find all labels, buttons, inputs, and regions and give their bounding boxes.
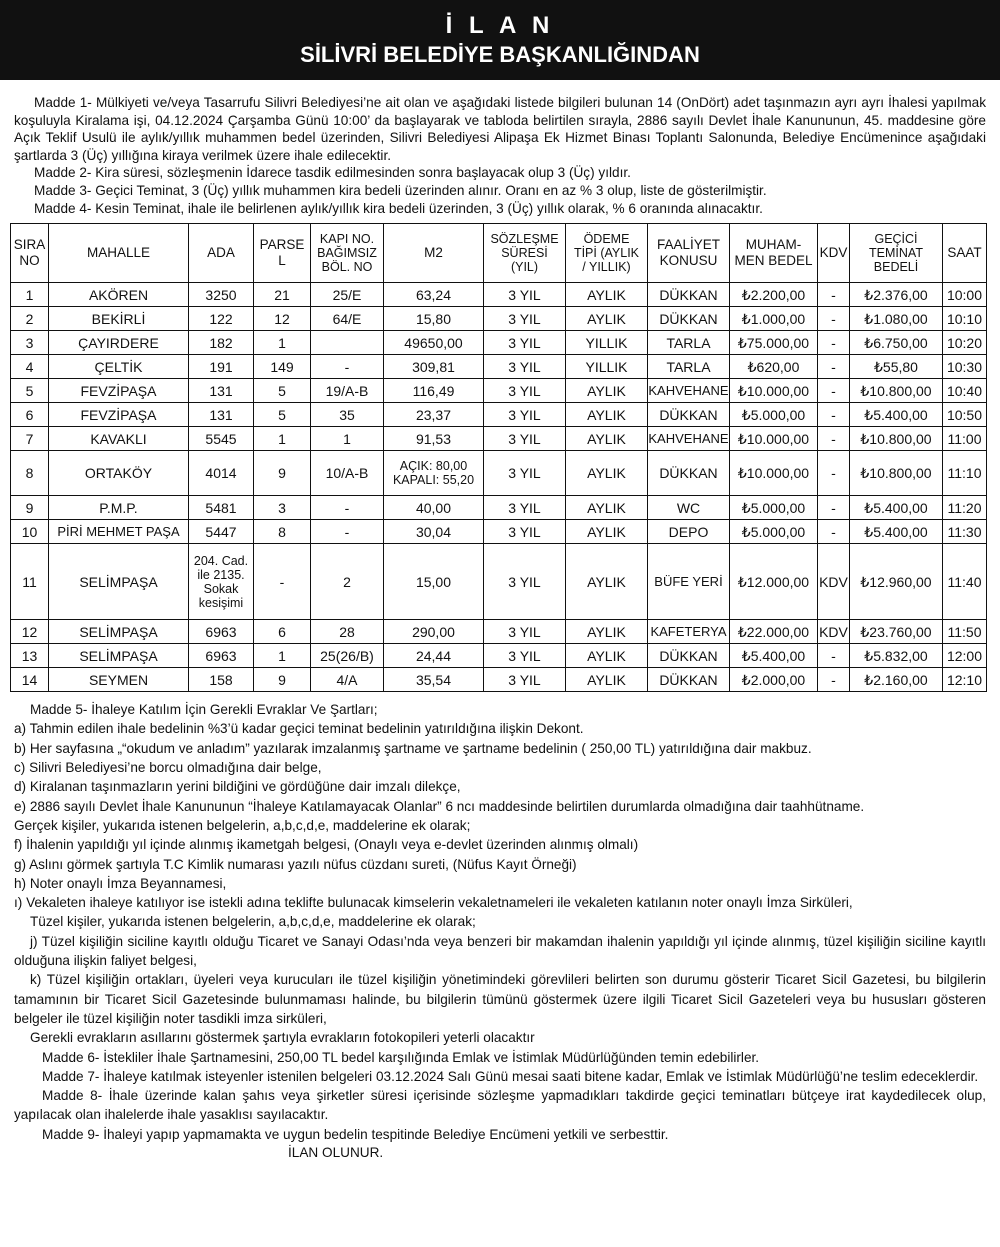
cell-bedel: ₺1.000,00 <box>730 307 818 331</box>
cell-ada: 131 <box>189 403 254 427</box>
header-odeme-line: ÖDEME <box>583 232 630 247</box>
cell-parsel: - <box>254 544 311 620</box>
cell-kdv: - <box>818 283 850 307</box>
table-row <box>11 307 987 331</box>
table-header-row <box>11 224 987 283</box>
cell-parsel: 1 <box>254 427 311 451</box>
cell-faaliyet: DÜKKAN <box>648 451 730 496</box>
cell-ada: 122 <box>189 307 254 331</box>
cell-kapi: 4/A <box>311 668 384 692</box>
cell-bedel: ₺10.000,00 <box>730 451 818 496</box>
cell-kdv: - <box>818 307 850 331</box>
cell-m2: 49650,00 <box>384 331 484 355</box>
cell-mahalle: ÇAYIRDERE <box>49 331 189 355</box>
cell-kdv: - <box>818 451 850 496</box>
header-mahalle-line: MAHALLE <box>86 245 151 261</box>
cell-saat: 10:50 <box>943 403 987 427</box>
cell-m2: 24,44 <box>384 644 484 668</box>
cell-odeme: AYLIK <box>566 427 648 451</box>
table-row <box>11 496 987 520</box>
cell-ada: 5545 <box>189 427 254 451</box>
cell-kdv: KDV <box>818 620 850 644</box>
article-1: Madde 1- Mülkiyeti ve/veya Tasarrufu Silivri Belediyesi’ne ait olan ve aşağıdaki listede bilgileri bulunan 14 (OnDört) adet taşınmazın ayrı ayrı İhalesi yapılmak koşuluyla Kiralama işi, 04.12.2024 Çarşamba Günü 10:00’ da başlayarak ve tabloda belirtilen sırayla, 2886 sayılı Devlet İhale Kanununun, 45. maddesine göre Açık Teklif Usulü ile aylık/yıllık muhammen bedel üzerinden, Silivri Belediyesi Alipaşa Ek Hizmet Binası Toplantı Salonunda, Belediye Encümenince aşağıdaki şartlarda 3 (Üç) yıllığına kiraya verilmek üzere ihale edilecektir. <box>14 95 986 163</box>
header-saat-line: SAAT <box>947 245 982 261</box>
header-teminat-line: GEÇİCİ <box>874 232 918 247</box>
header-parsel-line: PARSE <box>259 237 305 253</box>
cell-kapi: 28 <box>311 620 384 644</box>
table-row <box>11 544 987 620</box>
cell-kdv: - <box>818 668 850 692</box>
cell-saat: 11:20 <box>943 496 987 520</box>
header-bedel-line: MUHAM- <box>745 237 802 253</box>
header-faaliyet-line: KONUSU <box>659 253 718 269</box>
cell-kdv: KDV <box>818 544 850 620</box>
cell-sure: 3 YIL <box>484 307 566 331</box>
cell-no: 10 <box>11 520 49 544</box>
header-teminat <box>850 224 943 283</box>
cell-bedel: ₺12.000,00 <box>730 544 818 620</box>
header-faaliyet-line: FAALİYET <box>656 237 721 253</box>
cell-sure: 3 YIL <box>484 668 566 692</box>
rule-item: e) 2886 sayılı Devlet İhale Kanununun “İhaleye Katılamayacak Olanlar” 6 ncı maddesinde belirtilen durumlarda olmadığına dair taahhütname. <box>14 798 865 814</box>
cell-odeme: AYLIK <box>566 544 648 620</box>
cell-kdv: - <box>818 644 850 668</box>
cell-sure: 3 YIL <box>484 644 566 668</box>
cell-kapi: 10/A-B <box>311 451 384 496</box>
header-kapi <box>311 224 384 283</box>
cell-odeme: AYLIK <box>566 307 648 331</box>
cell-bedel: ₺5.400,00 <box>730 644 818 668</box>
rule-item: ı) Vekaleten ihaleye katılıyor ise istekli adına teklifte bulunacak kimselerin vekaletnameleri ile vekaleten katılanın noter onaylı İmza Sirküleri, <box>14 895 853 911</box>
cell-bedel: ₺5.000,00 <box>730 496 818 520</box>
cell-sure: 3 YIL <box>484 355 566 379</box>
cell-kdv: - <box>818 520 850 544</box>
header-saat <box>943 224 987 283</box>
cell-parsel: 9 <box>254 451 311 496</box>
cell-kapi: - <box>311 496 384 520</box>
cell-kapi: - <box>311 520 384 544</box>
cell-ada-line: 204. Cad. <box>193 553 249 568</box>
header-sure-line: (YIL) <box>510 260 539 275</box>
header-bedel <box>730 224 818 283</box>
cell-odeme: AYLIK <box>566 379 648 403</box>
cell-faaliyet: DEPO <box>648 520 730 544</box>
cell-sure: 3 YIL <box>484 544 566 620</box>
cell-teminat: ₺5.400,00 <box>850 403 943 427</box>
cell-teminat: ₺5.400,00 <box>850 496 943 520</box>
cell-odeme: YILLIK <box>566 331 648 355</box>
table-row <box>11 355 987 379</box>
cell-m2: 15,00 <box>384 544 484 620</box>
cell-teminat: ₺1.080,00 <box>850 307 943 331</box>
cell-faaliyet: DÜKKAN <box>648 644 730 668</box>
cell-m2: 30,04 <box>384 520 484 544</box>
cell-parsel: 3 <box>254 496 311 520</box>
header-kapi-line: KAPI NO. <box>319 232 375 247</box>
cell-sure: 3 YIL <box>484 427 566 451</box>
cell-odeme: AYLIK <box>566 403 648 427</box>
cell-teminat: ₺55,80 <box>850 355 943 379</box>
rule-item: f) İhalenin yapıldığı yıl içinde alınmış ikametgah belgesi, (Onaylı veya e-devlet üzerinden alınmış olmalı) <box>14 837 639 853</box>
cell-kdv: - <box>818 379 850 403</box>
header-sira <box>11 224 49 283</box>
cell-saat: 11:30 <box>943 520 987 544</box>
cell-kapi <box>311 331 384 355</box>
cell-parsel: 5 <box>254 379 311 403</box>
cell-no: 6 <box>11 403 49 427</box>
rule-item: b) Her sayfasına „“okudum ve anladım” yazılarak imzalanmış şartname ve şartname bedelinin ( 250,00 TL) yatırıldığına dair makbuz. <box>14 740 812 756</box>
cell-mahalle: SELİMPAŞA <box>49 620 189 644</box>
table-row <box>11 379 987 403</box>
table-row <box>11 668 987 692</box>
table-row <box>11 520 987 544</box>
cell-saat: 11:50 <box>943 620 987 644</box>
cell-no: 8 <box>11 451 49 496</box>
cell-saat: 11:40 <box>943 544 987 620</box>
cell-kdv: - <box>818 403 850 427</box>
cell-parsel: 8 <box>254 520 311 544</box>
cell-sure: 3 YIL <box>484 451 566 496</box>
cell-sure: 3 YIL <box>484 331 566 355</box>
header-teminat-line: TEMİNAT <box>869 246 923 261</box>
rule-item: Madde 5- İhaleye Katılım İçin Gerekli Evraklar Ve Şartları; <box>30 702 378 718</box>
cell-sure: 3 YIL <box>484 283 566 307</box>
header-ada-line: ADA <box>207 245 235 261</box>
cell-m2: 290,00 <box>384 620 484 644</box>
header-sure-line: SÜRESİ <box>501 246 548 261</box>
cell-m2: 91,53 <box>384 427 484 451</box>
cell-faaliyet: BÜFE YERİ <box>648 544 730 620</box>
article-4: Madde 4- Kesin Teminat, ihale ile belirlenen aylık/yıllık kira bedeli üzerinden, 3 (Üç) yıllık olarak, % 6 oranında alınacaktır. <box>34 200 763 216</box>
cell-parsel: 9 <box>254 668 311 692</box>
header-kdv <box>818 224 850 283</box>
rule-item: h) Noter onaylı İmza Beyannamesi, <box>14 875 227 891</box>
cell-saat: 10:40 <box>943 379 987 403</box>
cell-teminat: ₺10.800,00 <box>850 451 943 496</box>
cell-teminat: ₺10.800,00 <box>850 427 943 451</box>
cell-faaliyet: TARLA <box>648 355 730 379</box>
header-odeme <box>566 224 648 283</box>
header-odeme-line: / YILLIK) <box>582 260 631 275</box>
cell-teminat: ₺23.760,00 <box>850 620 943 644</box>
cell-ada: 158 <box>189 668 254 692</box>
cell-mahalle: SELİMPAŞA <box>49 644 189 668</box>
cell-mahalle: ÇELTİK <box>49 355 189 379</box>
header-faaliyet <box>648 224 730 283</box>
cell-faaliyet: KAHVEHANE <box>648 379 730 403</box>
cell-kdv: - <box>818 427 850 451</box>
table-row <box>11 620 987 644</box>
header-kapi-line: BÖL. NO <box>321 260 373 275</box>
cell-bedel: ₺5.000,00 <box>730 403 818 427</box>
cell-ada: 4014 <box>189 451 254 496</box>
cell-ada <box>189 544 254 620</box>
announcement-subtitle: SİLİVRİ BELEDİYE BAŞKANLIĞINDAN <box>300 42 700 67</box>
cell-bedel: ₺620,00 <box>730 355 818 379</box>
cell-ada: 191 <box>189 355 254 379</box>
header-kapi-line: BAĞIMSIZ <box>317 246 377 261</box>
cell-teminat: ₺5.400,00 <box>850 520 943 544</box>
table-body <box>11 283 987 692</box>
cell-ada: 6963 <box>189 620 254 644</box>
table-row <box>11 331 987 355</box>
cell-kapi: 35 <box>311 403 384 427</box>
cell-odeme: AYLIK <box>566 496 648 520</box>
rule-item: Tüzel kişiler, yukarıda istenen belgelerin, a,b,c,d,e, maddelerine ek olarak; <box>30 914 476 930</box>
cell-odeme: AYLIK <box>566 520 648 544</box>
cell-bedel: ₺10.000,00 <box>730 379 818 403</box>
rule-item: Madde 6- İstekliler İhale Şartnamesini, 250,00 TL bedel karşılığında Emlak ve İstimlak Müdürlüğünden temin edebilirler. <box>42 1049 760 1065</box>
cell-teminat: ₺10.800,00 <box>850 379 943 403</box>
cell-odeme: AYLIK <box>566 283 648 307</box>
rule-item: Madde 9- İhaleyi yapıp yapmamakta ve uygun bedelin tespitinde Belediye Encümeni yetkili ve serbesttir. <box>42 1126 669 1142</box>
header-sira-line: NO <box>19 253 40 269</box>
rule-item: g) Aslını görmek şartıyla T.C Kimlik numarası yazılı nüfus cüzdanı sureti, (Nüfus Kayıt Örneği) <box>14 856 577 872</box>
header-sira-line: SIRA <box>13 237 46 253</box>
rule-item: Gerekli evrakların asıllarını göstermek şartıyla evrakların fotokopileri yeterli olacaktır <box>30 1030 535 1046</box>
cell-kapi: 25(26/B) <box>311 644 384 668</box>
cell-odeme: AYLIK <box>566 644 648 668</box>
header-sure-line: SÖZLEŞME <box>490 232 559 247</box>
cell-mahalle: AKÖREN <box>49 283 189 307</box>
cell-faaliyet: KAHVEHANE <box>648 427 730 451</box>
cell-faaliyet: TARLA <box>648 331 730 355</box>
cell-parsel: 12 <box>254 307 311 331</box>
cell-no: 11 <box>11 544 49 620</box>
cell-m2: 23,37 <box>384 403 484 427</box>
cell-no: 1 <box>11 283 49 307</box>
cell-faaliyet: DÜKKAN <box>648 403 730 427</box>
cell-parsel: 21 <box>254 283 311 307</box>
cell-m2: 40,00 <box>384 496 484 520</box>
cell-bedel: ₺22.000,00 <box>730 620 818 644</box>
intro-articles <box>0 80 1000 217</box>
cell-kdv: - <box>818 496 850 520</box>
cell-ada-line: ile 2135. <box>197 567 245 582</box>
cell-bedel: ₺10.000,00 <box>730 427 818 451</box>
cell-ada: 6963 <box>189 644 254 668</box>
rule-item: d) Kiralanan taşınmazların yerini bildiğini ve gördüğüne dair imzalı dilekçe, <box>14 779 461 795</box>
cell-kdv: - <box>818 355 850 379</box>
cell-odeme: YILLIK <box>566 355 648 379</box>
rule-item: a) Tahmin edilen ihale bedelinin %3’ü kadar geçici teminat bedelinin yatırıldığına ilişkin Dekont. <box>14 721 584 737</box>
cell-saat: 12:10 <box>943 668 987 692</box>
cell-ada: 5481 <box>189 496 254 520</box>
cell-faaliyet: KAFETERYA <box>648 620 730 644</box>
cell-teminat: ₺2.160,00 <box>850 668 943 692</box>
cell-parsel: 149 <box>254 355 311 379</box>
cell-no: 3 <box>11 331 49 355</box>
cell-no: 7 <box>11 427 49 451</box>
cell-teminat: ₺6.750,00 <box>850 331 943 355</box>
rule-item: j) Tüzel kişiliğin siciline kayıtlı olduğu Ticaret ve Sanayi Odası’nda veya benzeri bir makamdan ihalenin yapıldığı yıl içinde alınmış, tüzel kişiliğin siciline kayıtlı olduğuna ilişkin faliyet belgesi, <box>14 933 986 969</box>
cell-bedel: ₺2.200,00 <box>730 283 818 307</box>
rule-item: Madde 7- İhaleye katılmak isteyenler istenilen belgeleri 03.12.2024 Salı Günü mesai saati bitene kadar, Emlak ve İstimlak Müdürlüğü’ne teslim edeceklerdir. <box>42 1068 979 1084</box>
cell-mahalle: P.M.P. <box>49 496 189 520</box>
table-row <box>11 644 987 668</box>
cell-kapi: 25/E <box>311 283 384 307</box>
cell-kapi: 19/A-B <box>311 379 384 403</box>
cell-saat: 12:00 <box>943 644 987 668</box>
cell-sure: 3 YIL <box>484 620 566 644</box>
cell-parsel: 1 <box>254 331 311 355</box>
rule-item: k) Tüzel kişiliğin ortakları, üyeleri veya kurucuları ile tüzel kişiliğin yönetimindeki görevlileri belirten son durumu gösterir Ticaret Sicil Gazetesi, bu bilgilerin tamamının bir Ticaret Sicil Gazetesinde bulunmaması halinde, bu bilgilerin tümünü göstermek üzere ilgili Ticaret Sicil Gazeteleri veya bu hususları gösteren belgeler ile tüzel kişiliğin noter tasdikli imza sirküleri, <box>14 972 986 1026</box>
cell-saat: 10:20 <box>943 331 987 355</box>
cell-sure: 3 YIL <box>484 379 566 403</box>
header-odeme-line: TİPİ (AYLIK <box>573 246 640 261</box>
cell-saat: 11:10 <box>943 451 987 496</box>
cell-no: 4 <box>11 355 49 379</box>
header-m2 <box>384 224 484 283</box>
cell-saat: 11:00 <box>943 427 987 451</box>
cell-kapi: - <box>311 355 384 379</box>
cell-ada: 182 <box>189 331 254 355</box>
cell-faaliyet: DÜKKAN <box>648 307 730 331</box>
cell-mahalle: FEVZİPAŞA <box>49 403 189 427</box>
table-row <box>11 427 987 451</box>
cell-ada-line: Sokak <box>203 581 239 596</box>
header-bedel-line: MEN BEDEL <box>734 253 813 269</box>
cell-no: 14 <box>11 668 49 692</box>
cell-sure: 3 YIL <box>484 403 566 427</box>
cell-teminat: ₺2.376,00 <box>850 283 943 307</box>
cell-mahalle: KAVAKLI <box>49 427 189 451</box>
cell-parsel: 6 <box>254 620 311 644</box>
cell-kapi: 1 <box>311 427 384 451</box>
cell-mahalle: ORTAKÖY <box>49 451 189 496</box>
header-teminat-line: BEDELİ <box>873 260 919 275</box>
cell-teminat: ₺5.832,00 <box>850 644 943 668</box>
cell-parsel: 1 <box>254 644 311 668</box>
header-parsel-line: L <box>278 253 286 269</box>
cell-teminat: ₺12.960,00 <box>850 544 943 620</box>
cell-m2: 116,49 <box>384 379 484 403</box>
cell-odeme: AYLIK <box>566 668 648 692</box>
announcement-title: İ L A N <box>445 12 555 39</box>
cell-no: 5 <box>11 379 49 403</box>
rule-item: Madde 8- İhale üzerinde kalan şahıs veya şirketler süresi içerisinde sözleşme yapmadıkları takdirde geçici teminatları bütçeye irat kaydedilecek olup, yapılacak olan ihalelerde ihale yasaklısı sayılacaktır. <box>14 1088 986 1123</box>
cell-ada: 3250 <box>189 283 254 307</box>
cell-odeme: AYLIK <box>566 620 648 644</box>
cell-no: 9 <box>11 496 49 520</box>
cell-saat: 10:30 <box>943 355 987 379</box>
cell-saat: 10:00 <box>943 283 987 307</box>
cell-m2-line: AÇIK: 80,00 <box>399 459 468 474</box>
cell-bedel: ₺2.000,00 <box>730 668 818 692</box>
cell-mahalle: SELİMPAŞA <box>49 544 189 620</box>
header-ada <box>189 224 254 283</box>
cell-mahalle: SEYMEN <box>49 668 189 692</box>
rule-item: c) Silivri Belediyesi’ne borcu olmadığına dair belge, <box>14 760 322 776</box>
property-table <box>10 223 987 692</box>
table-row <box>11 451 987 496</box>
cell-sure: 3 YIL <box>484 496 566 520</box>
closing-text: İLAN OLUNUR. <box>288 1144 384 1160</box>
cell-no: 13 <box>11 644 49 668</box>
article-3: Madde 3- Geçici Teminat, 3 (Üç) yıllık muhammen kira bedeli üzerinden alınır. Oranı en az % 3 olup, liste de gösterilmiştir. <box>34 182 767 198</box>
rules-section <box>0 692 1000 1144</box>
announcement-header <box>0 0 1000 80</box>
cell-odeme: AYLIK <box>566 451 648 496</box>
cell-m2: 35,54 <box>384 668 484 692</box>
article-2: Madde 2- Kira süresi, sözleşmenin İdarece tasdik edilmesinden sonra başlayacak olup 3 (Üç) yıldır. <box>34 165 631 181</box>
header-kdv-line: KDV <box>819 245 848 261</box>
cell-kapi: 64/E <box>311 307 384 331</box>
cell-mahalle: FEVZİPAŞA <box>49 379 189 403</box>
cell-bedel: ₺5.000,00 <box>730 520 818 544</box>
cell-m2: 15,80 <box>384 307 484 331</box>
header-sure <box>484 224 566 283</box>
cell-faaliyet: DÜKKAN <box>648 283 730 307</box>
cell-no: 2 <box>11 307 49 331</box>
header-mahalle <box>49 224 189 283</box>
header-m2-line: M2 <box>424 245 443 261</box>
cell-faaliyet: DÜKKAN <box>648 668 730 692</box>
cell-saat: 10:10 <box>943 307 987 331</box>
cell-ada: 131 <box>189 379 254 403</box>
cell-ada: 5447 <box>189 520 254 544</box>
cell-m2: 309,81 <box>384 355 484 379</box>
table-row <box>11 403 987 427</box>
cell-bedel: ₺75.000,00 <box>730 331 818 355</box>
cell-mahalle: PİRİ MEHMET PAŞA <box>49 520 189 544</box>
rule-item: Gerçek kişiler, yukarıda istenen belgelerin, a,b,c,d,e, maddelerine ek olarak; <box>14 817 471 833</box>
cell-m2: 63,24 <box>384 283 484 307</box>
cell-sure: 3 YIL <box>484 520 566 544</box>
cell-m2-line: KAPALI: 55,20 <box>392 473 475 488</box>
cell-m2 <box>384 451 484 496</box>
cell-kapi: 2 <box>311 544 384 620</box>
header-parsel <box>254 224 311 283</box>
table-row <box>11 283 987 307</box>
cell-mahalle: BEKİRLİ <box>49 307 189 331</box>
cell-parsel: 5 <box>254 403 311 427</box>
cell-ada-line: kesişimi <box>198 595 244 610</box>
cell-kdv: - <box>818 331 850 355</box>
cell-no: 12 <box>11 620 49 644</box>
cell-faaliyet: WC <box>648 496 730 520</box>
